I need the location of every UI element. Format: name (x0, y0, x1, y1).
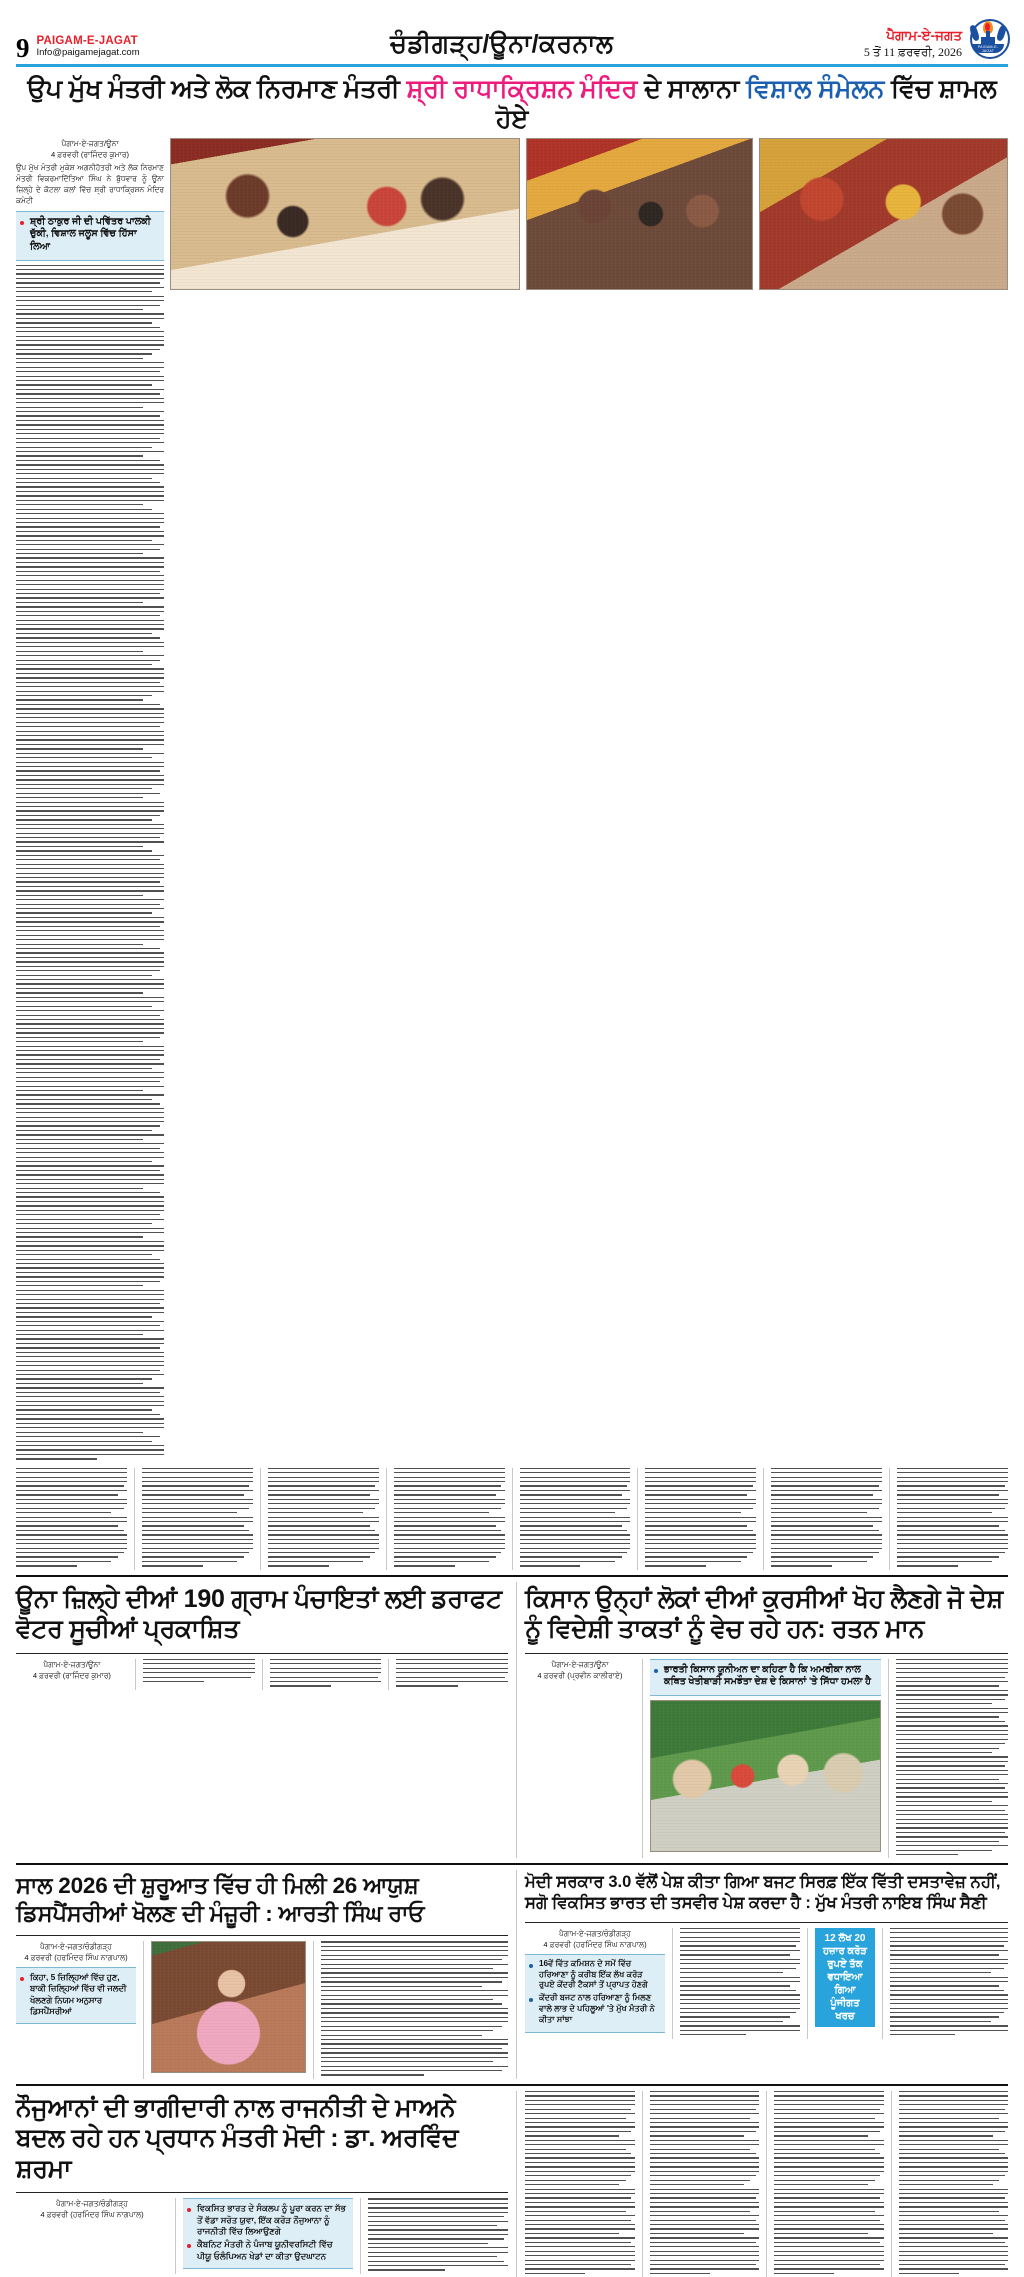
section-divider-3 (16, 2084, 1008, 2086)
dispensary-photo-col (151, 1941, 306, 2079)
third-band (16, 1870, 1008, 2078)
voter-headline: ਊਨਾ ਜ਼ਿਲ੍ਹੇ ਦੀਆਂ 190 ਗ੍ਰਾਮ ਪੰਚਾਇਤਾਂ ਲਈ ਡਰਾਫਟ ਵੋਟਰ ਸੂਚੀਆਂ ਪ੍ਰਕਾਸ਼ਿਤ (16, 1584, 502, 1644)
masthead-right-text (864, 28, 962, 59)
dispensary-rule (16, 1935, 508, 1936)
lead-headline-part-2: ਦੇ ਸਾਲਾਨਾ (637, 75, 747, 103)
lead-byline-source: ਪੈਗਾਮ-ਏ-ਜਗਤ/ਊਨਾ (61, 139, 119, 149)
masthead-left (16, 33, 140, 64)
lead-headline-part-4: ਵਿੱਚ ਸ਼ਾਮਲ ਹੋਏ (495, 75, 997, 134)
paper-title-gurmukhi: ਪੈਗਾਮ-ਏ-ਜਗਤ (886, 28, 962, 44)
farmers-rule (525, 1653, 1008, 1654)
budget-story (525, 1870, 1008, 2078)
dispensary-headline: ਸਾਲ 2026 ਦੀ ਸ਼ੁਰੂਆਤ ਵਿੱਚ ਹੀ ਮਿਲੀ 26 ਆਯੁਸ਼ ਡਿਸਪੈਂਸਰੀਆਂ ਖੋਲਣ ਦੀ ਮੰਜ਼ੂਰੀ : ਆਰਤੀ ਸਿੰਘ ਰਾਓ (16, 1873, 425, 1926)
farmers-col-3 (896, 1659, 1008, 1859)
lead-kicker-item: ਸ਼੍ਰੀ ਠਾਕੁਰ ਜੀ ਦੀ ਪਵਿੱਤਰ ਪਾਲਕੀ ਚੁੱਕੀ, ਵਿਸ਼ਾਲ ਜਲੂਸ ਵਿੱਚ ਹਿੱਸਾ ਲਿਆ (20, 216, 159, 254)
bottom-right-col-1 (525, 2091, 635, 2277)
lead-col-8 (897, 1468, 1008, 1570)
lead-byline-date: 4 ਫ਼ਰਵਰੀ (ਰਾਜਿੰਦਰ ਕੁਮਾਰ) (50, 150, 130, 160)
farmers-story (525, 1582, 1008, 1859)
lead-photo-strip (170, 138, 1008, 1463)
lead-headline (16, 74, 1008, 134)
bottom-band (16, 2091, 1008, 2277)
budget-kicker-item-0: 16ਵੇਂ ਵਿੱਤ ਕਮਿਸ਼ਨ ਦੇ ਸਮੇਂ ਵਿੱਚ ਹਰਿਆਣਾ ਨੂੰ ਕਰੀਬ ਇੱਕ ਲੱਖ ਕਰੋੜ ਰੁਪਏ ਕੇਂਦਰੀ ਟੈਕਸਾਂ ਤੋਂ ਪ੍ਰਾਪਤ ਹੋਣਗੇ (529, 1959, 660, 1991)
budget-rule (525, 1922, 1008, 1923)
dispensary-photo (151, 1941, 306, 2073)
dispensary-kicker-box (16, 1967, 136, 2023)
brand-email: Info@paigamejagat.com (36, 46, 140, 58)
dispensary-col-1 (16, 1941, 136, 2079)
farmers-byline-date: 4 ਫ਼ਰਵਰੀ (ਪ੍ਰਵੀਨ ਕਾਲੀਰਾਏ) (537, 1670, 623, 1680)
lead-story-block (16, 138, 1008, 1463)
voter-columns (16, 1659, 508, 1690)
lead-col-5 (520, 1468, 631, 1570)
lead-story-left-col (16, 138, 164, 1463)
dispensary-byline-date: 4 ਫ਼ਰਵਰੀ (ਹਰਮਿੰਦਰ ਸਿੰਘ ਨਾਗਪਾਲ) (24, 1953, 128, 1963)
lead-col-2 (142, 1468, 253, 1570)
budget-highlight-box: 12 ਲੱਖ 20 ਹਜ਼ਾਰ ਕਰੋੜ ਰੁਪਏ ਤੱਕ ਵਧਾਇਆ ਗਿਆ ਪੂੰਜੀਗਤ ਖਰਚ (815, 1928, 875, 2027)
section-divider-1 (16, 1575, 1008, 1577)
farmers-kicker-box (650, 1659, 881, 1696)
lead-col-6 (645, 1468, 756, 1570)
farmers-col-1 (525, 1659, 635, 1859)
lead-col-3 (268, 1468, 379, 1570)
lead-kicker-box (16, 211, 164, 261)
youth-rule (16, 2192, 508, 2193)
voter-byline-date: 4 ਫ਼ਰਵਰੀ (ਰਾਜਿੰਦਰ ਕੁਮਾਰ) (32, 1670, 111, 1680)
band-divider (516, 1582, 517, 1859)
masthead (16, 14, 1008, 64)
farmers-kicker-item: ਭਾਰਤੀ ਕਿਸਾਨ ਯੂਨੀਅਨ ਦਾ ਕਹਿਣਾ ਹੈ ਕਿ ਅਮਰੀਕਾ ਨਾਲ ਕਥਿਤ ਖੇਤੀਬਾੜੀ ਸਮਝੌਤਾ ਦੇਸ਼ ਦੇ ਕਿਸਾਨਾਂ 'ਤੇ ਸਿੱਧਾ ਹਮਲਾ ਹੈ (654, 1664, 876, 1689)
budget-kicker-box (525, 1954, 665, 2033)
voter-col-4 (396, 1659, 508, 1690)
youth-story (16, 2091, 508, 2277)
budget-body (525, 1928, 1008, 2039)
dispensary-kicker-item: ਕਿਹਾ, 5 ਜ਼ਿਲ੍ਹਿਆਂ ਵਿੱਚ ਹੁਣ, ਬਾਕੀ ਜ਼ਿਲ੍ਹਿਆਂ ਵਿੱਚ ਵੀ ਜਲਦੀ ਖੋਲਣਗੇ ਨਿਯਮ ਅਨੁਸਾਰ ਡਿਸਪੈਂਸਰੀਆਂ (20, 1972, 131, 2016)
middle-band (16, 1582, 1008, 1859)
lead-headline-part-3: ਵਿਸ਼ਾਲ ਸੰਮੇਲਨ (746, 75, 885, 103)
voter-col-3 (270, 1659, 382, 1690)
lead-col-1 (16, 1468, 127, 1570)
youth-col-2 (183, 2198, 353, 2273)
section-divider-2 (16, 1863, 1008, 1865)
farmers-photo (650, 1700, 881, 1852)
budget-byline-source: ਪੈਗਾਮ-ਏ-ਜਗਤ/ਚੰਡੀਗੜ੍ਹ (559, 1928, 631, 1938)
brand-name: PAIGAM-E-JAGAT (36, 35, 138, 48)
dispensary-story (16, 1870, 508, 2078)
lead-photo-3 (759, 138, 1008, 290)
dispensary-body (16, 1941, 508, 2079)
lead-left-filler (16, 265, 164, 1460)
youth-kicker-box (183, 2198, 353, 2269)
voter-byline-source: ਪੈਗਾਮ-ਏ-ਜਗਤ/ਊਨਾ (43, 1659, 101, 1669)
budget-col-3 (815, 1928, 875, 2039)
voter-col-2 (143, 1659, 255, 1690)
farmers-main (650, 1659, 881, 1859)
voter-col-1 (16, 1659, 128, 1690)
youth-kicker-item-1: ਕੈਬਨਿਟ ਮੰਤਰੀ ਨੇ ਪੰਜਾਬ ਯੂਨੀਵਰਸਿਟੀ ਵਿੱਚ ਪੀਯੂ ਓਲੰਪਿਅਨ ਖੇਡਾਂ ਦਾ ਕੀਤਾ ਉਦਘਾਟਨ (187, 2239, 348, 2262)
masthead-rule (16, 64, 1008, 67)
dispensary-byline-source: ਪੈਗਾਮ-ਏ-ਜਗਤ/ਚੰਡੀਗੜ੍ਹ (40, 1942, 112, 1952)
farmers-body (525, 1659, 1008, 1859)
masthead-right (864, 17, 1008, 60)
youth-byline-date: 4 ਫ਼ਰਵਰੀ (ਹਰਮਿੰਦਰ ਸਿੰਘ ਨਾਗਪਾਲ) (40, 2210, 144, 2220)
lead-photo-1 (170, 138, 520, 290)
budget-col-4 (890, 1928, 1008, 2039)
logo-band-text: PAIGAM-E-JAGAT (977, 45, 999, 53)
lead-photo-2 (526, 138, 753, 290)
youth-headline: ਨੌਜੁਆਨਾਂ ਦੀ ਭਾਗੀਦਾਰੀ ਨਾਲ ਰਾਜਨੀਤੀ ਦੇ ਮਾਅਨੇ ਬਦਲ ਰਹੇ ਹਨ ਪ੍ਰਧਾਨ ਮੰਤਰੀ ਮੋਦੀ : ਡਾ. ਅਰਵਿੰਦ ਸ਼ਰਮਾ (16, 2093, 459, 2183)
lead-headline-part-0: ਉਪ ਮੁੱਖ ਮੰਤਰੀ ਅਤੇ ਲੋਕ ਨਿਰਮਾਣ ਮੰਤਰੀ (27, 75, 407, 103)
lead-col-4 (394, 1468, 505, 1570)
youth-kicker-item-0: ਵਿਕਸਿਤ ਭਾਰਤ ਦੇ ਸੰਕਲਪ ਨੂੰ ਪੂਰਾ ਕਰਨ ਦਾ ਸੱਭ ਤੋਂ ਵੱਡਾ ਸਰੋਤ ਯੁਵਾ, ਇੱਕ ਕਰੋੜ ਨੌਜੁਆਨਾ ਨੂੰ ਰਾਜਨੀਤੀ ਵਿੱਚ ਲਿਆਉਣਗੇ (187, 2203, 348, 2237)
lead-col-7 (771, 1468, 882, 1570)
budget-byline-date: 4 ਫ਼ਰਵਰੀ (ਹਰਮਿੰਦਰ ਸਿੰਘ ਨਾਗਪਾਲ) (543, 1939, 647, 1949)
lead-headline-part-1: ਸ਼੍ਰੀ ਰਾਧਾਕ੍ਰਿਸ਼ਨ ਮੰਦਿਰ (406, 75, 638, 103)
issue-date: 5 ਤੋਂ 11 ਫ਼ਰਵਰੀ, 2026 (863, 44, 962, 59)
farmers-byline-source: ਪੈਗਾਮ-ਏ-ਜਗਤ/ਊਨਾ (551, 1659, 609, 1669)
farmers-headline: ਕਿਸਾਨ ਉਨ੍ਹਾਂ ਲੋਕਾਂ ਦੀਆਂ ਕੁਰਸੀਆਂ ਖੋਹ ਲੈਣਗੇ ਜੋ ਦੇਸ਼ ਨੂੰ ਵਿਦੇਸ਼ੀ ਤਾਕਤਾਂ ਨੂੰ ਵੇਚ ਰਹੇ ਹਨ: ਰਤਨ ਮਾਨ (525, 1584, 1003, 1644)
voter-story (16, 1582, 508, 1859)
youth-col-1 (16, 2198, 168, 2273)
torch-logo-icon (968, 17, 1008, 59)
brand-block (37, 35, 140, 60)
dispensary-col-3 (321, 1941, 508, 2079)
youth-byline-source: ਪੈਗਾਮ-ਏ-ਜਗਤ/ਚੰਡੀਗੜ੍ਹ (56, 2199, 128, 2209)
youth-body (16, 2198, 508, 2273)
page-number: 9 (16, 33, 30, 64)
edition-title: ਚੰਡੀਗੜ੍ਹ/ਊਨਾ/ਕਰਨਾਲ (390, 30, 614, 58)
voter-rule (16, 1653, 508, 1654)
bottom-right-col-2 (650, 2091, 760, 2277)
bottom-right-col-3 (774, 2091, 884, 2277)
budget-headline: ਮੋਦੀ ਸਰਕਾਰ 3.0 ਵੱਲੋਂ ਪੇਸ਼ ਕੀਤਾ ਗਿਆ ਬਜਟ ਸਿਰਫ਼ ਇੱਕ ਵਿੱਤੀ ਦਸਤਾਵੇਜ਼ ਨਹੀਂ, ਸਗੋ ਵਿਕਸਿਤ ਭਾਰਤ ਦੀ ਤਸਵੀਰ ਪੇਸ਼ ਕਰਦਾ ਹੈ : ਮੁੱਖ ਮੰਤਰੀ ਨਾਇਬ ਸਿੰਘ ਸੈਣੀ (525, 1873, 1001, 1913)
youth-col-3 (368, 2198, 508, 2273)
budget-col-1 (525, 1928, 665, 2039)
lead-story-columns (16, 1468, 1008, 1570)
lead-intro: ਉਪ ਮੁੱਖ ਮੰਤਰੀ ਮੁਕੇਸ਼ ਅਗਨੀਹੋਤਰੀ ਅਤੇ ਲੋਕ ਨਿਰਮਾਣ ਮੰਤਰੀ ਵਿਕਰਮਾਦਿੱਤਿਆ ਸਿੰਘ ਨੇ ਬੁੱਧਵਾਰ ਨੂੰ ਊਨਾ ਜ਼ਿਲ੍ਹੇ ਦੇ ਕੋਟਲਾ ਕਲਾਂ ਵਿੱਚ ਸ਼੍ਰੀ ਰਾਧਾਕ੍ਰਿਸ਼ਨ ਮੰਦਿਰ ਕਮੇਟੀ (16, 163, 164, 206)
budget-col-2 (680, 1928, 800, 2039)
bottom-right-columns (525, 2091, 1008, 2277)
bottom-right-col-4 (899, 2091, 1009, 2277)
budget-kicker-item-1: ਕੇਂਦਰੀ ਬਜਟ ਨਾਲ ਹਰਿਆਣਾ ਨੂੰ ਮਿਲਣ ਵਾਲੇ ਲਾਭ ਦੇ ਪਹਿਲੂਆਂ 'ਤੇ ਮੁੱਖ ਮੰਤਰੀ ਨੇ ਕੀਤਾ ਸਾਂਝਾ (529, 1993, 660, 2025)
